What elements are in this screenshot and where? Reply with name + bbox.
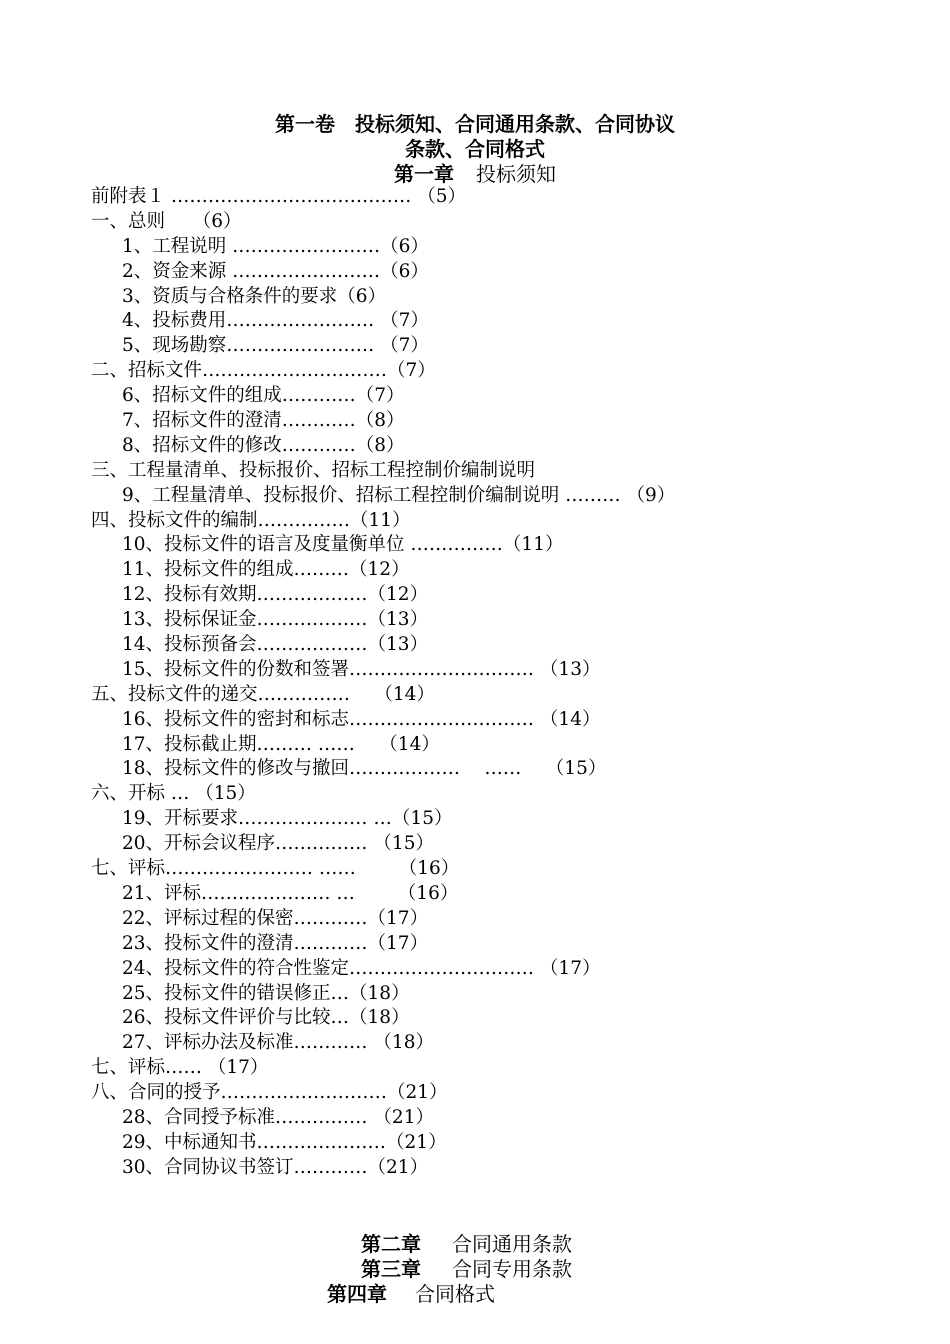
toc-item-entry: 25、投标文件的错误修正…（18） [122,982,410,1004]
chapter4-name: 合同格式 [415,1282,495,1306]
toc-section-entry: 三、工程量清单、投标报价、招标工程控制价编制说明 [91,459,536,481]
toc-item-entry: 29、中标通知书…………………（21） [122,1131,447,1153]
toc-item-entry: 13、投标保证金………………（13） [122,609,429,631]
chapter4-heading [327,1282,495,1307]
toc-item-entry: 26、投标文件评价与比较…（18） [122,1007,410,1029]
toc-item-entry: 8、招标文件的修改…………（8） [122,434,405,456]
volume-title-line2: 条款、合同格式 [405,137,545,161]
toc-item-entry: 4、投标费用…………………… （7） [122,310,429,332]
toc-item-entry: 23、投标文件的澄清…………（17） [122,932,429,954]
toc-item-entry: 16、投标文件的密封和标志………………………… （14） [122,708,601,730]
toc-section-entry: 七、评标…… （17） [91,1057,269,1079]
toc-item-entry: 30、合同协议书签订…………（21） [122,1156,429,1178]
toc-item-entry: 18、投标文件的修改与撤回……………… …… （15） [122,758,607,780]
toc-item-entry: 20、开标会议程序…………… （15） [122,833,434,855]
toc-item-entry: 1、工程说明 ……………………（6） [122,235,429,257]
toc-item-entry: 10、投标文件的语言及度量衡单位 ……………（11） [122,534,564,556]
toc-item-entry: 2、资金来源 ……………………（6） [122,260,429,282]
toc-section-entry: 一、总则 （6） [91,210,242,232]
toc-section-entry: 六、开标 … （15） [91,783,256,805]
toc-item-entry: 14、投标预备会………………（13） [122,634,429,656]
toc-item-entry: 17、投标截止期……… …… （14） [122,733,440,755]
chapter1-label: 第一章 [394,162,454,186]
toc-item-entry: 28、合同授予标准…………… （21） [122,1106,434,1128]
later-chapters [0,1207,950,1306]
toc-item-entry: 21、评标………………… … （16） [122,882,459,904]
toc-section-entry: 八、合同的授予………………………（21） [91,1082,448,1104]
toc-item-entry: 15、投标文件的份数和签署………………………… （13） [122,658,601,680]
toc-item-entry: 24、投标文件的符合性鉴定………………………… （17） [122,957,601,979]
toc-item-entry: 6、招标文件的组成…………（7） [122,385,405,407]
toc-item-entry: 7、招标文件的澄清…………（8） [122,410,405,432]
toc-section-entry: 五、投标文件的递交…………… （14） [91,683,435,705]
title-block [0,112,950,187]
toc-item-entry: 9、工程量清单、投标报价、招标工程控制价编制说明 ……… （9） [122,484,676,506]
toc-item-entry: 12、投标有效期………………（12） [122,584,429,606]
chapter3-label: 第三章 [361,1257,421,1281]
toc-section-entry: 七、评标…………………… …… （16） [91,858,460,880]
toc-item-entry: 3、资质与合格条件的要求（6） [122,285,387,307]
toc-section-entry: 前附表１ ………………………………… （5） [91,186,467,207]
chapter4-label: 第四章 [327,1282,387,1306]
toc-item-entry: 5、现场勘察…………………… （7） [122,335,429,357]
chapter1-name: 投标须知 [476,162,556,186]
toc-section-entry: 二、招标文件…………………………（7） [91,360,436,382]
toc-item-entry: 27、评标办法及标准………… （18） [122,1032,434,1054]
toc-item-entry: 19、开标要求………………… …（15） [122,808,453,830]
chapter3-name: 合同专用条款 [452,1257,572,1281]
volume-title-line1: 第一卷 投标须知、合同通用条款、合同协议 [275,112,675,136]
table-of-contents [91,185,931,1181]
toc-item-entry: 22、评标过程的保密…………（17） [122,907,429,929]
toc-section-entry: 四、投标文件的编制……………（11） [91,509,411,531]
chapter2-name: 合同通用条款 [452,1232,572,1256]
chapter1-heading [0,162,950,187]
toc-item-entry: 11、投标文件的组成………（12） [122,559,410,581]
chapter2-label: 第二章 [361,1232,421,1256]
